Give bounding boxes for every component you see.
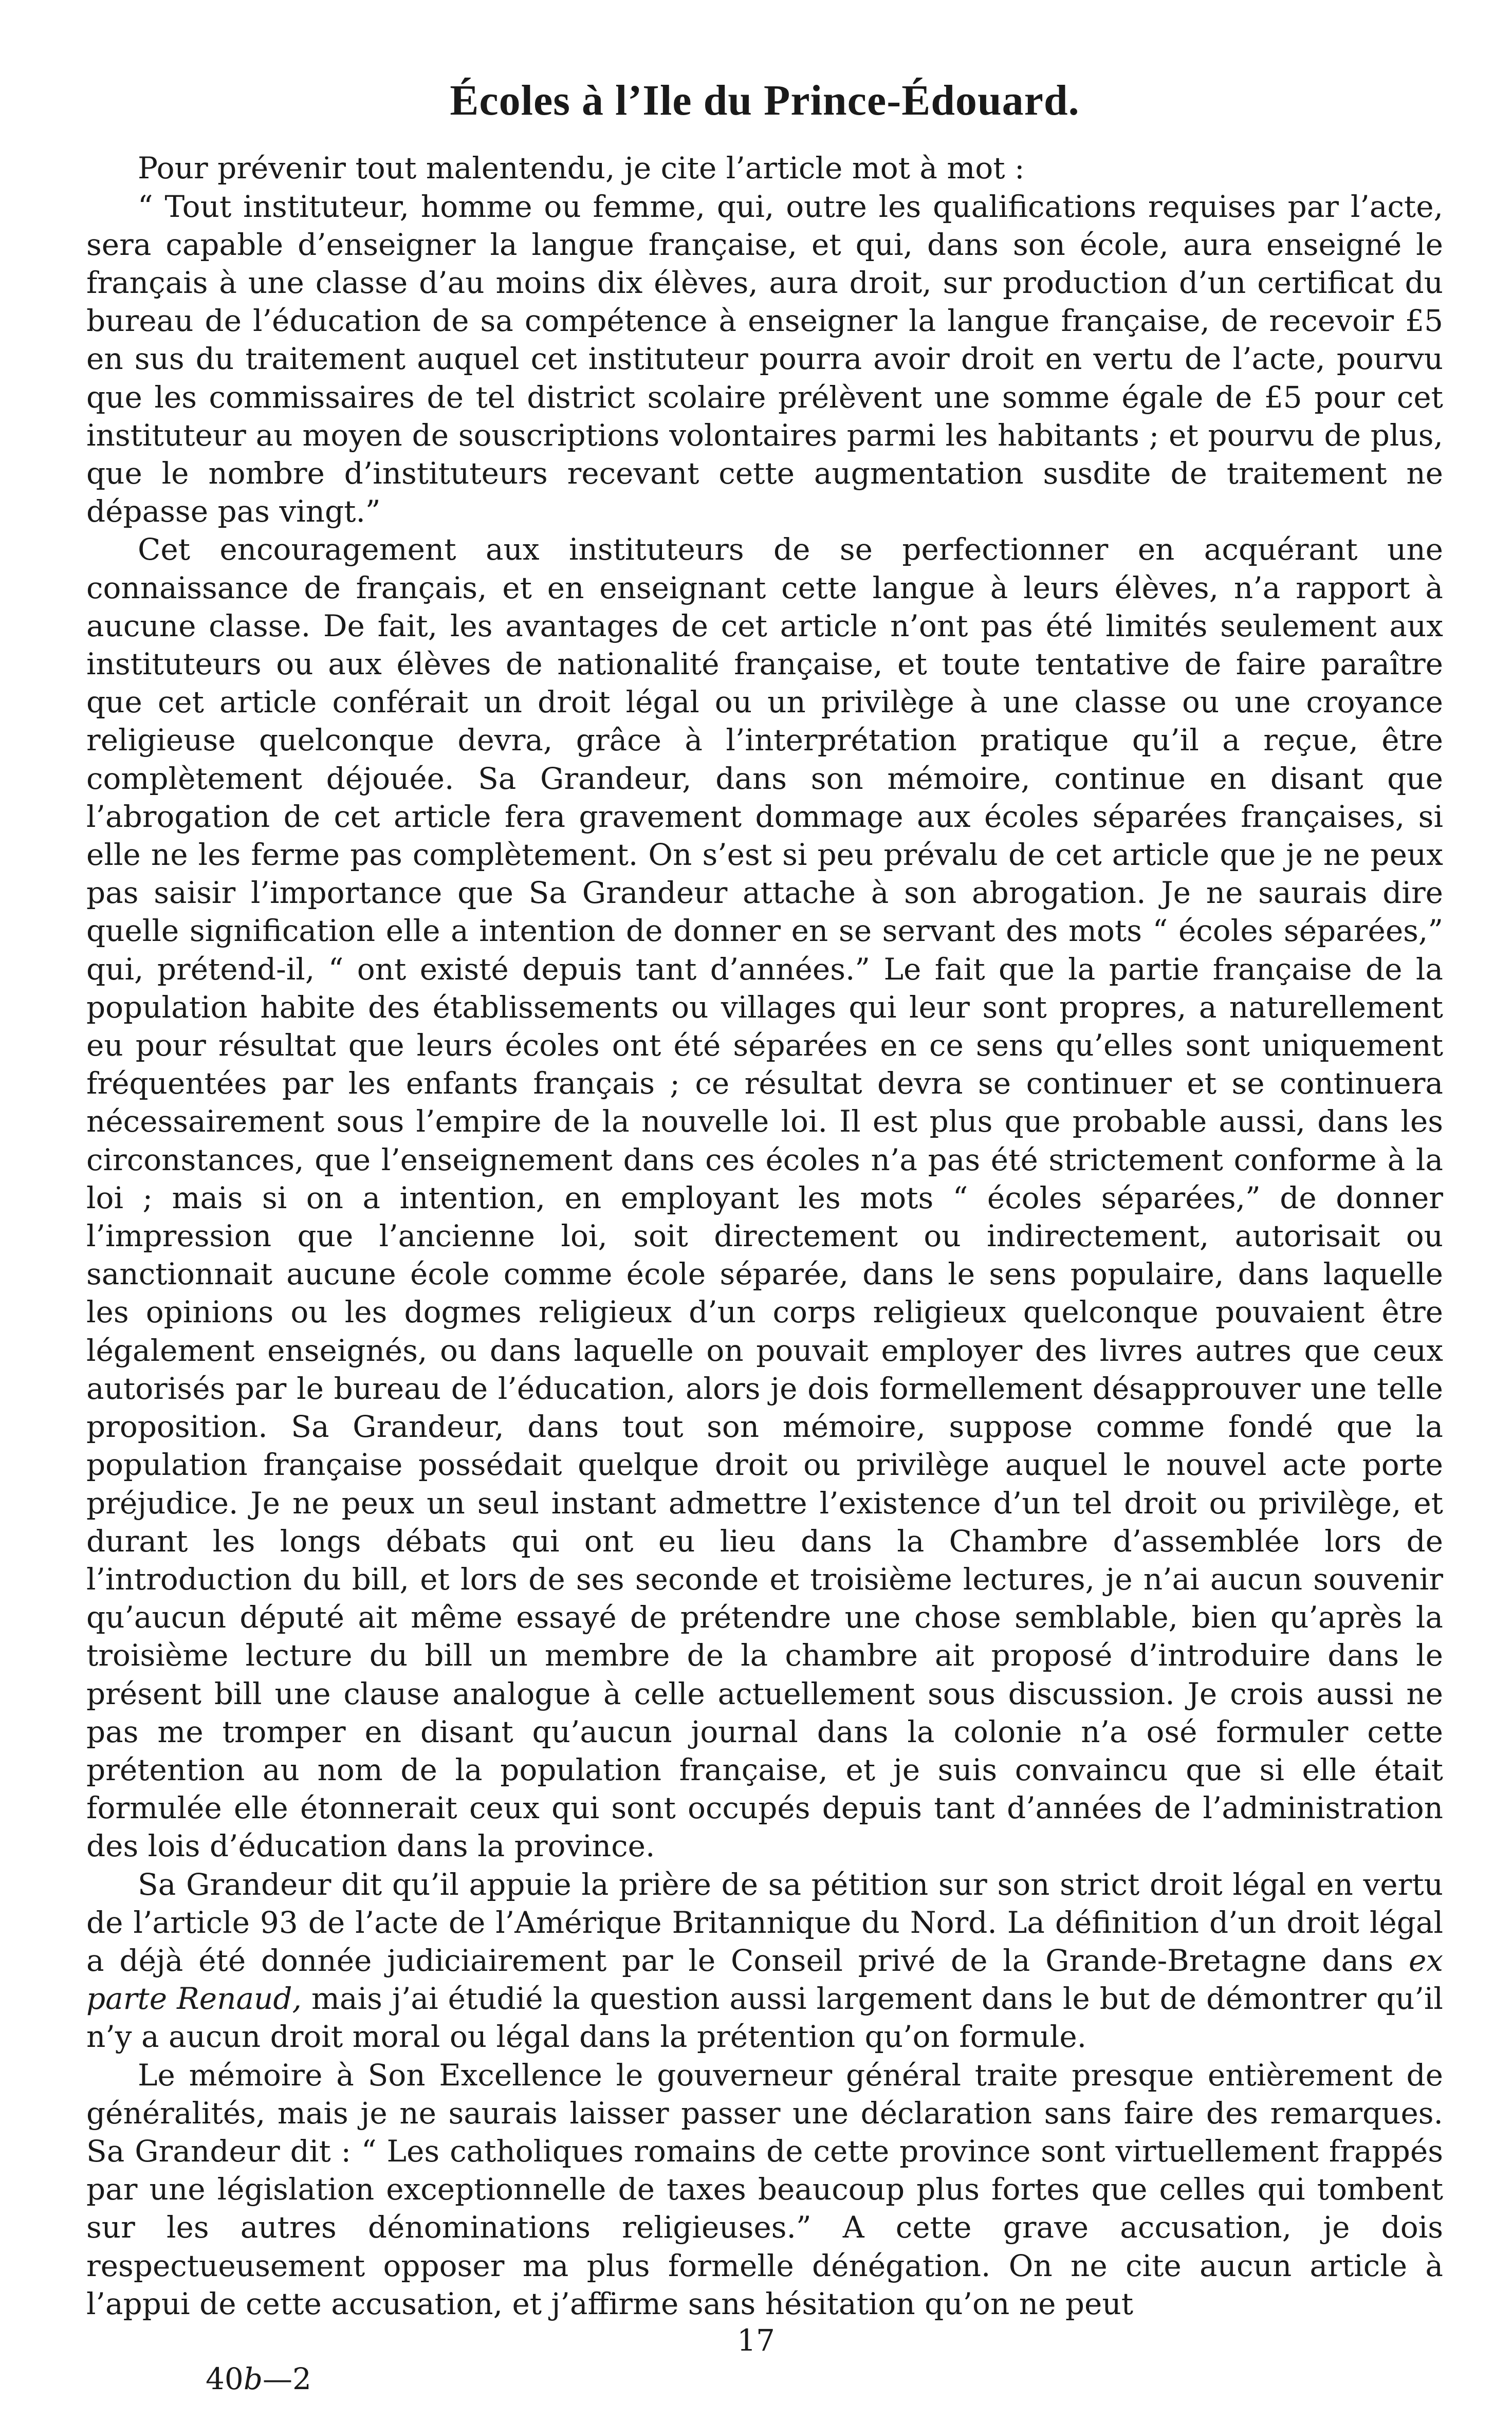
page-title: Écoles à l’Ile du Prince-Édouard. [450,77,1080,124]
signature-letter: b [243,2361,263,2396]
case-citation: ex parte Renaud, [86,1943,1443,2017]
page-number: 17 [737,2323,775,2358]
signature-suffix: —2 [262,2361,311,2396]
paragraph-4: Le mémoire à Son Excellence le gouverneur général traite presque entièrement de généralités, mais je ne saurais laisser passer une déclaration sans faire des remarques. Sa Grandeur dit : “ Les catholiques romains de cette province sont virtuellement frappés par une législation exceptionnelle de taxes beaucoup plus fortes que celles qui tombent sur les autres dénominations religieuses.” A cette grave accusation, je dois respectueusement opposer ma plus formelle dénégation. On ne cite aucun article à l’appui de cette accusation, et j’affirme sans hésitation qu’on ne peut [86,2057,1443,2321]
paragraph-3 [86,1865,1443,2056]
quoted-article: “ Tout instituteur, homme ou femme, qui, outre les qualifications requises par l’acte, sera capable d’enseigner la langue française, et qui, dans son école, aura enseigné le français à une classe d’au moins dix élèves, aura droit, sur production d’un certificat du bureau de l’éducation de sa compétence à enseigner la langue française, de recevoir £5 en sus du traitement auquel cet instituteur pourra avoir droit en vertu de l’acte, pourvu que les commissaires de tel district scolaire prélèvent une somme égale de £5 pour cet instituteur au moyen de souscriptions volontaires parmi les habitants ; et pourvu de plus, que le nombre d’instituteurs recevant cette augmentation susdite de traitement ne dépasse pas vingt.” [86,189,1443,529]
paragraph-3-text-end: mais j’ai étudié la question aussi largement dans le but de démontrer qu’il n’y a aucun droit moral ou légal dans la prétention qu’on formule. [86,1981,1443,2055]
paragraph-3-text: Sa Grandeur dit qu’il appuie la prière de sa pétition sur son strict droit légal en vertu de l’article 93 de l’acte de l’Amérique Britannique du Nord. La définition d’un droit légal a déjà été donnée judiciairement par le Conseil privé de la Grande-Bretagne dans [86,1866,1443,1978]
signature-number: 40 [206,2361,244,2396]
paragraph-2: Cet encouragement aux instituteurs de se perfectionner en acquérant une connaissance de français, et en enseignant cette langue à leurs élèves, n’a rapport à aucune classe. De fait, les avantages de cet article n’ont pas été limités seulement aux instituteurs ou aux élèves de nationalité française, et toute tentative de faire paraître que cet article conférait un droit légal ou un privilège à une classe ou une croyance religieuse quelconque devra, grâce à l’interprétation pratique qu’il a reçue, être complètement déjouée. Sa Grandeur, dans son mémoire, continue en disant que l’abrogation de cet article fera gravement dommage aux écoles séparées françaises, si elle ne les ferme pas complètement. On s’est si peu prévalu de cet article que je ne peux pas saisir l’importance que Sa Grandeur attache à son abrogation. Je ne saurais dire quelle signification elle a intention de donner en se servant des mots “ écoles séparées,” qui, prétend-il, “ ont existé depuis tant d’années.” Le fait que la partie française de la population habite des établissements ou villages qui leur sont propres, a naturellement eu pour résultat que leurs écoles ont été séparées en ce sens qu’elles sont uniquement fréquentées par les enfants français ; ce résultat devra se continuer et se continuera nécessairement sous l’empire de la nouvelle loi. Il est plus que probable aussi, dans les circonstances, que l’enseignement dans ces écoles n’a pas été strictement conforme à la loi ; mais si on a intention, en employant les mots “ écoles séparées,” de donner l’impression que l’ancienne loi, soit directement ou indirectement, autorisait ou sanctionnait aucune école comme école séparée, dans le sens populaire, dans laquelle les opinions ou les dogmes religieux d’un corps religieux quelconque pouvaient être légalement enseignés, ou dans laquelle on pouvait employer des livres autres que ceux autorisés par le bureau de l’éducation, alors je dois formellement désapprouver une telle proposition. Sa Grandeur, dans tout son mémoire, suppose comme fondé que la population française possédait quelque droit ou privilège auquel le nouvel acte porte préjudice. Je ne peux un seul instant admettre l’existence d’un tel droit ou privilège, et durant les longs débats qui ont eu lieu dans la Chambre d’assemblée lors de l’introduction du bill, et lors de ses seconde et troisième lectures, je n’ai aucun souvenir qu’aucun député ait même essayé de prétendre une chose semblable, bien qu’après la troisième lecture du bill un membre de la chambre ait proposé d’introduire dans le présent bill une clause analogue à celle actuellement sous discussion. Je crois aussi ne pas me tromper en disant qu’aucun journal dans la colonie n’a osé formuler cette prétention au nom de la population française, et je suis convaincu que si elle était formulée elle étonnerait ceux qui sont occupés depuis tant d’années de l’administration des lois d’éducation dans la province. [86,532,1443,1864]
document-page [86,77,1443,2323]
paragraph-1: Pour prévenir tout malentendu, je cite l’article mot à mot : [138,151,1025,186]
signature-mark [206,2361,311,2396]
body-text [86,149,1443,2323]
